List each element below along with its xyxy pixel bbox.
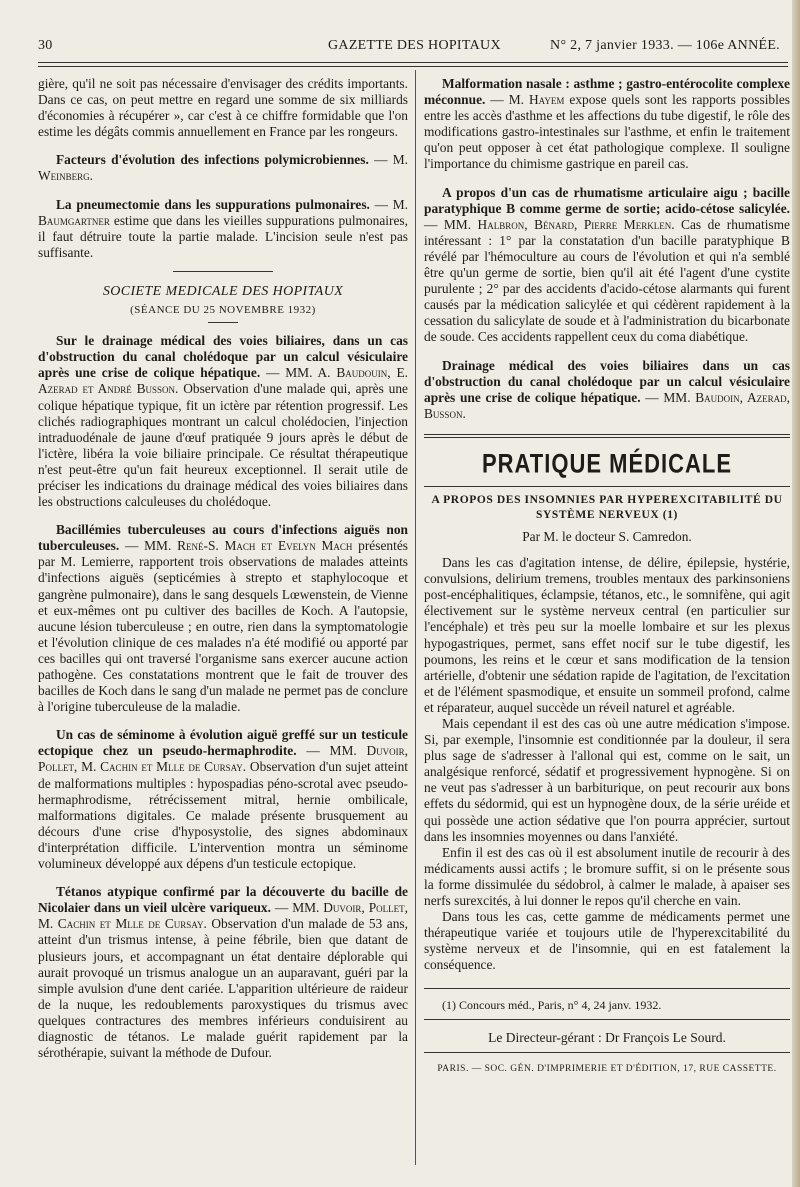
entry-text: Observation d'un malade de 53 ans, atteint d'un trismus intense, à peine fébrile, bien que datant de plusieurs jours, et accompagnant un état dentaire déplorable qui aurait provoqué un trismus analogue un an auparavant, guéri par la simple avulsion d'une dent cariée. L'apparition ultérieure de raideur de la nuque, les redoublements paroxystiques du trismus avec quelques contractures des membres inférieurs conduisirent au diagnostic de tétanos. Le malade guérit rapidement par la sérothérapie, suivant la méthode de Dufour. [38,916,408,1061]
article-byline: Par M. le docteur S. Camredon. [522,528,692,544]
column-divider [415,70,416,1165]
entry-asthme: Malformation nasale : asthme ; gastro-entérocolite complexe méconnue. — M. Hayem expose quels sont les rapports possibles entre les accès d'asthme et les affections du tube digestif, le rôle des modifications gastro-intestinales sur l'asthme, et enfin le traitement qu'on peut opposer à cet état pathologique complexe. Il souligne l'importance du chimisme gastrique en pareil cas. [424,76,790,172]
society-title: SOCIETE MEDICALE DES HOPITAUX [102,283,344,299]
section-title: PRATIQUE MÉDICALE [481,448,733,479]
director-signature: Le Directeur-gérant : Dr François Le Sourd. [488,1029,726,1045]
imprint-rule [424,1052,790,1053]
footnote: (1) Concours méd., Paris, n° 4, 24 janv. 1932. [442,997,662,1012]
article-paragraph: Enfin il est des cas où il est absolument inutile de recourir à des médicaments aussi actifs ; le bromure suffit, si on le présente sous la forme dissimulée du sédobrol, à calmer le malade, à apaiser ses nerfs surexcités, à lui donner le repos qu'il cherche en vain. [424,844,790,909]
article-paragraph: Mais cependant il est des cas où une autre médication s'impose. Si, par exemple, l'insomnie est conditionnée par la douleur, il sera plus sage de s'adresser à l'allonal qui est, comme on le sait, un analgésique renforcé, sédatif et progressivement hypnogène. Si on ne veut pas s'adresser à un barbiturique, on peut recourir aux bons effets du sédormid, qui est un hypnogène doux, de la série uréide et qui possède une action sédative que l'on pourra apprécier, surtout dans les insomnies moyennes ou dans l'anxiété. [424,716,790,844]
entry-text: Observation d'un sujet atteint de malformations multiples : hypospadias péno-scrotal avec pseudo-hermaphrodisme, rétrécissement mitral, hernie ombilicale, malformations digitales. Ce malade présente brusquement au décours d'une crise d'hyposystolie, des signes abdominaux d'interprétation difficile. L'intervention montra un séminome volumineux développé aux dépens d'un testicule ectopique. [38,759,408,872]
entry-rhumatisme: A propos d'un cas de rhumatisme articulaire aigu ; bacille paratyphique B comme germe de sortie; acido-cétose salicylée. — MM. Halbron, Bénard, Pierre Merklen. Cas de rhumatisme intéressant : 1° par la constatation d'un bacille paratyphique B révélé par l'hémoculture au cours de l'évolution et qui n'a semblé être qu'un germe de sortie, bien qu'il ait été l'agent d'une cystite purulente ; 2° par des accidents d'acido-cétose alarmants qui furent causés par la médication salicylée et qui cédèrent rapidement à la cessation du salicylate de soude et à l'administration du bicarbonate de soude. Ces accidents rappellent ceux du coma diabétique. [424,184,790,345]
entry-drainage: Sur le drainage médical des voies biliaires, dans un cas d'obstruction du canal cholédoque par un calcul vésiculaire après une crise de colique hépatique. — MM. A. Baudouin, E. Azerad et André Busson. Observation d'une malade qui, après une colique hépatique typique, fit un ictère par rétention progressif. Les clichés radiographiques montrant un calcul cholédocien, l'injection intraduodénale de jaune d'œuf pratiquée 9 jours après le début de l'ictère, libéra la voie biliaire principale. Ce résultat thérapeutique n'est peut-être qu'un fait heureux exceptionnel. Il serait utile de préciser les indications du drainage médical des voies biliaires dans les obstructions calculeuses du cholédoque. [38,333,408,510]
entry-drainage-right: Drainage médical des voies biliaires dans un cas d'obstruction du canal cholédoque par un calcul vésiculaire après une crise de colique hépatique. — MM. Baudoin, Azerad, Busson. [424,357,791,421]
section-rule [424,486,790,487]
entry-seminome: Un cas de séminome à évolution aiguë greffé sur un testicule ectopique chez un pseudo-hermaphrodite. — MM. Duvoir, Pollet, M. Cachin et Mlle de Cursay. Observation d'un sujet atteint de malformations multiples : hypospadias péno-scrotal avec pseudo-hermaphrodisme, rétrécissement mitral, hernie ombilicale, malformations digitales. Ce malade présente brusquement au décours d'une crise d'hyposystolie, des signes abdominaux d'interprétation difficile. L'intervention montra un séminome volumineux développé aux dépens d'un testicule ectopique. [38,727,408,872]
entry-author: MM. A. Baudouin, E. Azerad et André Busson. [38,365,408,397]
page-number: 30 [38,38,53,53]
entry-author: MM. René-S. Mach et Evelyn Mach [144,538,353,554]
entry-author: MM. Duvoir, Pollet, M. Cachin et Mlle de Cursay. [38,900,408,932]
right-column [424,76,790,1077]
page-header [38,36,786,58]
entry-author: MM. Baudoin, Azerad, Busson. [424,389,791,421]
entry-author: M. Baumgartner [38,196,408,228]
entry-title: La pneumectomie dans les suppurations pulmonaires. [56,196,370,212]
entry-author: MM. Halbron, Bénard, Pierre Merklen. [443,216,675,232]
article-paragraph: Dans les cas d'agitation intense, de délire, épilepsie, hystérie, convulsions, delirium tremens, troubles mentaux des parkinsoniens post-encéphalitiques, éclampsie, tétanos, etc., le somnifène, qui agit électivement sur le système nerveux central (en particulier sur l'encéphale) et très peu sur la moelle lombaire et sur les plexus hypogastriques, permet, sans effet nocif sur le tube digestif, les poumons, les reins et le cœur et sans modification de la tension artérielle, d'obtenir une sédation rapide de l'agitation, de l'excitation et de l'élément spasmodique, et ensuite un sommeil profond, calme et réparateur, auquel succède un réveil naturel et agréable. [424,555,790,715]
entry-tetanos: Tétanos atypique confirmé par la découverte du bacille de Nicolaier dans un vieil ulcère variqueux. — MM. Duvoir, Pollet, M. Cachin et Mlle de Cursay. Observation d'un malade de 53 ans, atteint d'un trismus intense, à peine fébrile, bien que datant de plusieurs jours, et accompagnant un état dentaire déplorable qui aurait provoqué un trismus analogue un an auparavant, guéri par la simple avulsion d'une dent cariée. L'apparition ultérieure de raideur de la nuque, les redoublements paroxystiques du trismus avec quelques contractures des membres inférieurs conduisirent au diagnostic de tétanos. Le malade guérit rapidement par la sérothérapie, suivant la méthode de Dufour. [38,884,408,1061]
page-edge [792,0,800,1187]
entry-text: estime que dans les vieilles suppurations pulmonaires, il faut détruire toute la partie malade. L'incision seule n'est pas suffisante. [38,212,408,260]
signature-rule [424,1019,790,1020]
entry-title: Drainage médical des voies biliaires dans un cas d'obstruction du canal cholédoque par un calcul vésiculaire après une crise de colique hépatique. [424,357,790,405]
entry-title: Sur le drainage médical des voies biliaires, dans un cas d'obstruction du canal cholédoque par un calcul vésiculaire après une crise de colique hépatique. [38,333,408,381]
entry-pneumectomie: La pneumectomie dans les suppurations pulmonaires. — M. Baumgartner estime que dans les vieilles suppurations pulmonaires, il faut détruire toute la partie malade. L'incision seule n'est pas suffisante. [38,196,408,260]
left-column [38,76,408,1061]
header-rule-2 [38,66,788,67]
entry-title: Facteurs d'évolution des infections polymicrobiennes. [56,152,369,168]
entry-author: M. Hayem [508,92,565,108]
entry-text: expose quels sont les rapports possibles entre les accès d'asthme et les affections du tube digestif, le rôle des modifications gastro-intestinales sur l'asthme, et enfin le traitement qu'on peut opposer à cet état pathologique complexe. Il souligne l'importance du chimisme gastrique en pareil cas. [424,92,790,172]
section-double-rule [424,434,790,438]
printer-imprint: PARIS. — SOC. GÉN. D'IMPRIMERIE ET D'ÉDITION, 17, RUE CASSETTE. [437,1063,777,1074]
seance-date: (SÉANCE DU 25 NOVEMBRE 1932) [130,304,316,317]
entry-text: Observation d'une malade qui, après une colique hépatique typique, fit un ictère par rétention progressif. Les clichés radiographiques montrant un calcul cholédocien, l'injection intraduodénale de jaune d'œuf pratiquée 9 jours après le début de l'ictère, libéra la voie biliaire principale. Ce résultat thérapeutique n'est peut-être qu'un fait heureux exceptionnel. Il serait utile de préciser les indications du drainage médical des voies biliaires dans les obstructions calculeuses du cholédoque. [38,381,408,510]
header-rule [38,62,788,63]
issue-info: N° 2, 7 janvier 1933. — 106e ANNÉE. [550,38,780,53]
section-rule [173,271,273,272]
article-paragraph: Dans tous les cas, cette gamme de médicaments permet une thérapeutique variée et toujours utile de l'hyperexcitabilité du système nerveux et de l'insomnie, qui en est fatalement la conséquence. [424,909,790,973]
entry-author: MM. Duvoir, Pollet, M. Cachin et Mlle de Cursay. [38,743,408,775]
entry-title: Malformation nasale : asthme ; gastro-entérocolite complexe méconnue. [424,76,790,108]
entry-weinberg: Facteurs d'évolution des infections polymicrobiennes. — M. Weinberg. [38,152,408,184]
entry-title: Un cas de séminome à évolution aiguë greffé sur un testicule ectopique chez un pseudo-hermaphrodite. [38,727,408,759]
entry-title: Bacillémies tuberculeuses au cours d'infections aiguës non tuberculeuses. [38,522,408,554]
entry-title: Tétanos atypique confirmé par la découverte du bacille de Nicolaier dans un vieil ulcère variqueux. [38,884,408,916]
entry-bacillemies: Bacillémies tuberculeuses au cours d'infections aiguës non tuberculeuses. — MM. René-S. Mach et Evelyn Mach présentés par M. Lemierre, rapportent trois observations de malades atteints d'infections aiguës (septicémies à strepto et staphylocoque et gangrène pulmonaire), dans le sang desquels Lœwenstein, de Vienne et eux-mêmes ont pu cultiver des bacilles de Koch. A l'autopsie, aucune lésion tuberculeuse ; en outre, rien dans la symptomatologie et l'évolution clinique de ces malades n'a été modifié ou apporté par ces bacilles qui ont traversé l'organisme sans exercer aucune action pathogène. Ces constatations montrent que le fait de trouver des bacilles de Koch dans le sang d'un malade ne permet pas de conclure à l'origine tuberculeuse de la maladie. [38,522,408,715]
intro-paragraph: gière, qu'il ne soit pas nécessaire d'envisager des crédits importants. Dans ce cas, on peut mettre en regard une somme de six milliards d'économies à récupérer », car c'est à ce chiffre formidable que l'on estime les dégâts commis annuellement en France par les rongeurs. [38,76,408,140]
entry-title: A propos d'un cas de rhumatisme articulaire aigu ; bacille paratyphique B comme germe de sortie; acido-cétose salicylée. [424,184,790,216]
footnote-rule [424,988,790,989]
entry-text: présentés par M. Lemierre, rapportent trois observations de malades atteints d'infections aiguës (septicémies à strepto et staphylocoque et gangrène pulmonaire), dans le sang desquels Lœwenstein, de Vienne et eux-mêmes ont pu cultiver des bacilles de Koch. A l'autopsie, aucune lésion tuberculeuse ; en outre, rien dans la symptomatologie et l'évolution clinique de ces malades n'a été modifié ou apporté par ces bacilles qui ont traversé l'organisme sans exercer aucune action pathogène. Ces constatations montrent que le fait de trouver des bacilles de Koch dans le sang d'un malade ne permet pas de conclure à l'origine tuberculeuse de la maladie. [38,538,408,715]
journal-title: GAZETTE DES HOPITAUX [328,38,501,53]
entry-text: Cas de rhumatisme intéressant : 1° par la constatation d'un bacille paratyphique B révélé par l'hémoculture au cours de l'évolution et qui n'a semblé être qu'un germe de sortie, bien qu'il ait été l'agent d'une cystite purulente ; 2° par des accidents d'acido-cétose alarmants qui furent causés par la médication salicylée et qui cédèrent rapidement à la cessation du salicylate de soude et à l'administration du bicarbonate de soude. Ces accidents rappellent ceux du coma diabétique. [424,216,790,345]
section-rule-small [208,322,238,323]
article-title: A PROPOS DES INSOMNIES PAR HYPEREXCITABILITÉ DU SYSTÈME NERVEUX (1) [431,493,783,521]
entry-author: M. Weinberg. [38,152,408,184]
